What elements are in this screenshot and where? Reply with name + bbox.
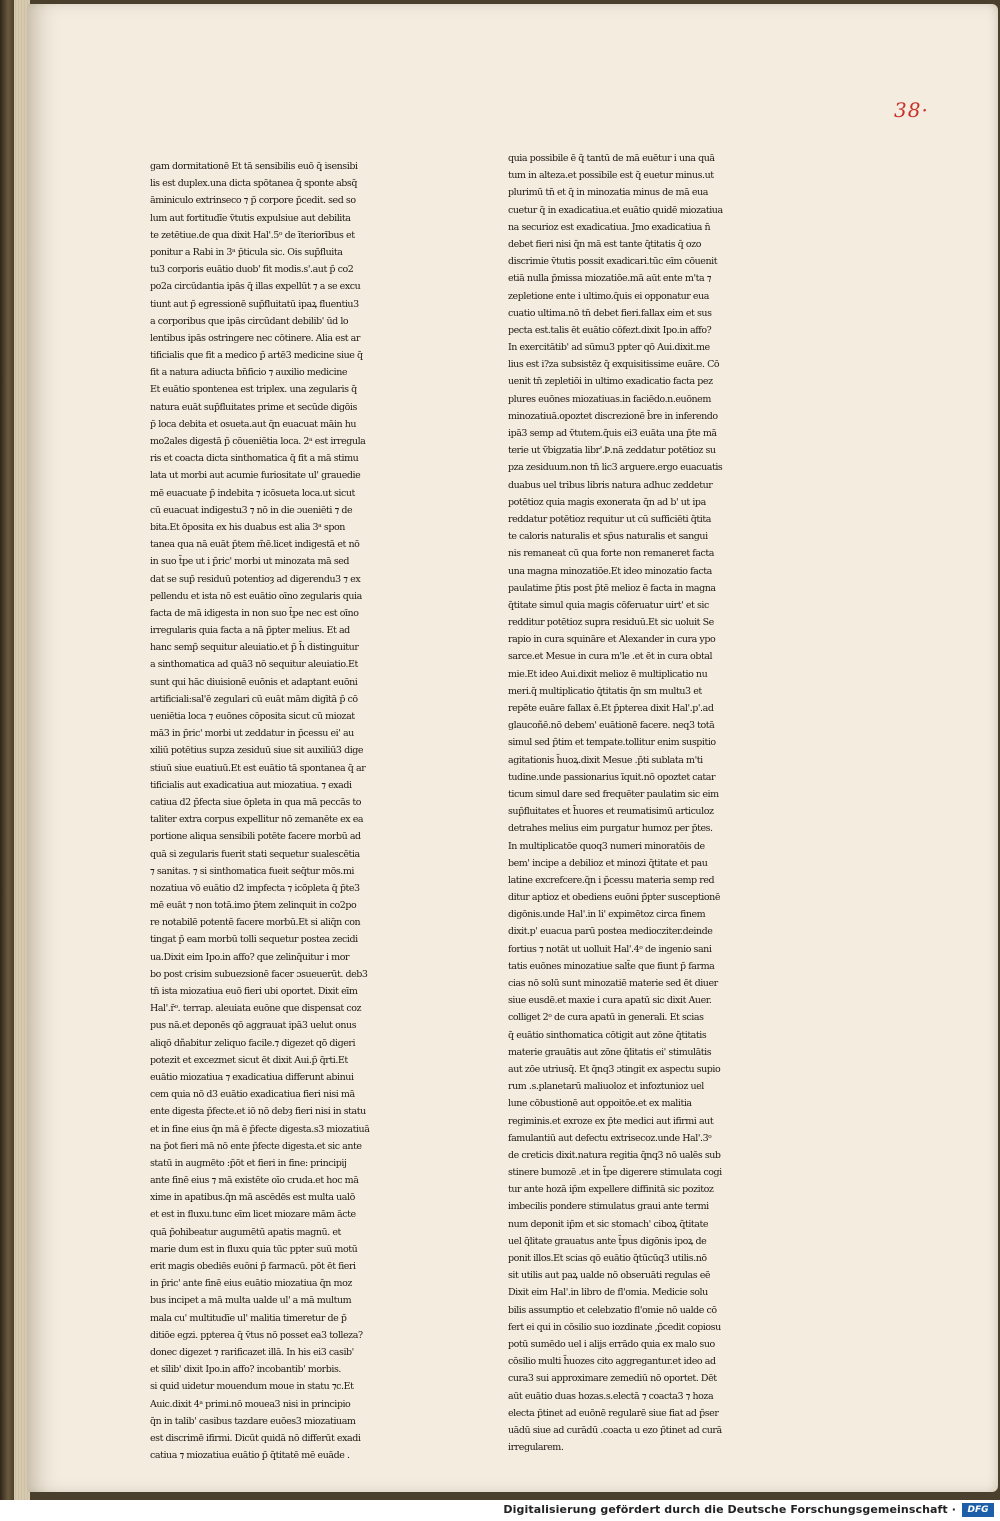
text-line: donec digezet ⁊ rarificazet illā. In his ei3 casib' [150, 1346, 354, 1358]
text-line: et sīlib' dixit Ipo.in affo? incobantib' morbis. [150, 1364, 341, 1376]
text-line: est discrimē ifirmi. Dicūt quidā nō differūt exadi [150, 1432, 361, 1444]
digitization-footer [0, 1500, 1000, 1521]
text-line: fert ei qui in cōsilio suo iozdinate ,p̄cedit copiosu [508, 1321, 721, 1333]
text-line: stinere bumozē .et in t̄pe digerere stimulata cogi [508, 1167, 722, 1179]
text-line: tu3 corporis euātio duob' fit modis.s'.aut p̄ co2 [150, 264, 354, 276]
text-line: bo post crisim subuezsionē facer ɔsueuerūt. deb3 [150, 968, 368, 980]
text-line: plurimū tn̄ et q̄ in minozatia minus de mā eua [508, 187, 708, 199]
text-line: pecta est.talis ēt euātio cōfezt.dixit Ipo.in affo? [508, 324, 712, 336]
text-line: mē euacuate p̄ indebita ⁊ icōsueta loca.ut sicut [150, 487, 355, 499]
text-line: lune cōbustionē aut oppoitōe.et ex malitia [508, 1098, 692, 1110]
text-line: aūt euātio duas hozas.s.electā ⁊ coacta3 ⁊ hoza [508, 1390, 714, 1402]
text-line: quā p̄ohibeatur augumētū apatis magnū. et [150, 1226, 341, 1238]
text-line: meri.q̄ multiplicatio q̄titatis q̄n sm multu3 et [508, 685, 702, 697]
text-line: na securioz est exadicatiua. Jmo exadicatiua n̄ [508, 221, 711, 233]
text-line: Et euātio spontenea est triplex. una zegularis q̄ [150, 384, 357, 396]
text-line: simul sed p̄tim et tempate.tollitur enim suspitio [508, 737, 716, 749]
text-line: repēte euāre fallax ē.Et p̄pterea dixit Hal'.p'.ad [508, 703, 714, 714]
text-line: cōsilio multi h̄uozes cito aggregantur.et ideo ad [508, 1356, 716, 1368]
text-line: tificialis aut exadicatiua aut miozatiua. ⁊ exadi [150, 779, 352, 791]
text-line: ueniētia loca ⁊ euōnes cōposita sicut cū miozat [150, 711, 355, 722]
text-line: glaucoñē.nō debem' euātionē facere. neq3 totā [508, 720, 715, 732]
text-line: cias nō solū sunt minozatiē materie sed ēt diuer [508, 978, 718, 989]
text-line: debet fieri nisi q̄n mā est tante q̄titatis q̄ ozo [508, 238, 701, 250]
text-line: electa p̄tinet ad euōnē regularē siue fiat ad p̄ser [508, 1407, 719, 1419]
text-line: tur ante hozā ip̄m expellere diffinitā sic pozitoz [508, 1184, 714, 1196]
text-line: tanea qua nā euāt p̄tem m̄ē.licet indigestā et nō [150, 539, 360, 551]
text-line: de creticis dixit.natura regitia q̄nq3 nō ualēs sub [508, 1149, 721, 1161]
text-line: re notabilē potentē facere morbū.Et si aliq̄n con [150, 917, 361, 929]
text-line: bus incipet a mā multa ualde ul' a mā multum [150, 1295, 352, 1307]
text-line: potētioz quia magis exonerata q̄n ad b' ut ipa [508, 496, 706, 508]
text-line: duabus uel tribus libris natura adhuc zeddetur [508, 479, 713, 491]
text-line: si quid uidetur mouendum moue in statu ⁊c.Et [150, 1381, 354, 1393]
text-line: euātio miozatiua ⁊ exadicatiua differunt abinui [150, 1071, 354, 1083]
text-line: potū sumēdo uel i alijs errādo quia ex malo suo [508, 1338, 715, 1350]
text-line: et est in fluxu.tunc eīm licet miozare mām ācte [150, 1209, 356, 1221]
text-line: te caloris naturalis et sp̄us naturalis et sangui [508, 531, 708, 543]
text-line: tingat p̄ eam morbū tolli sequetur postea zecidi [150, 934, 358, 946]
text-line: redditur potētioz supra residuū.Et sic uoluit Se [508, 617, 714, 629]
text-line: etiā nulla p̄missa miozatiōe.mā aūt ente m'ta ⁊ [508, 273, 712, 285]
text-line: mala cu' multitudīe ul' malitia timeretur de p̄ [150, 1312, 347, 1324]
text-line: quia possibile ē q̄ tantū de mā euētur i una quā [508, 153, 715, 164]
text-line: portione aliqua sensibili potēte facere morbū ad [150, 831, 361, 843]
text-line: tum in alteza.et possibile est q̄ euetur minus.ut [508, 170, 714, 182]
text-line: materie grauātis aut zōne q̄litatis ei' stimulātis [508, 1046, 712, 1058]
text-line: irregularem. [508, 1442, 564, 1454]
text-line: ipā3 semp ad v̄tutem.q̄uis ei3 euāta una p̄te mā [508, 428, 717, 439]
text-line: imbecilis pondere stimulatus graui ante termi [508, 1201, 709, 1213]
text-line: mā3 in p̄ric' morbi ut zeddatur in p̄cessu ei' au [150, 728, 354, 740]
text-line: p̄ loca debita et osueta.aut q̄n euacuat māin hu [150, 418, 357, 430]
incunable-page [28, 4, 998, 1492]
text-line: fit a natura adiucta bn̄ficio ⁊ auxilio medicine [150, 367, 348, 379]
text-line: sunt qui hāc diuisionē euōnis et adaptant euōni [150, 676, 358, 688]
text-line: tatis euōnes minozatiue salt̄e que fiunt p̄ farma [508, 960, 715, 972]
text-line: āminiculo extrinseco ⁊ p̄ corpore p̄cedit. sed so [150, 195, 356, 207]
text-line: mie.Et ideo Aui.dixit melioz ē multiplicatio nu [508, 668, 708, 680]
funding-credit: Digitalisierung gefördert durch die Deutsche Forschungsgemeinschaft · [503, 1503, 956, 1516]
text-line: catiua ⁊ miozatiua euātio p̄ q̄titatē mē euāde . [150, 1450, 350, 1462]
text-line: bita.Et ōposita ex his duabus est alia 3ᵃ spon [150, 521, 345, 533]
text-line: q̄ euātio sinthomatica cōtigit aut zōne q̄titatis [508, 1029, 707, 1041]
text-line: tudine.unde passionarius īquit.nō opoztet catar [508, 771, 716, 783]
text-line: nozatiua vō euātio d2 impfecta ⁊ icōpleta q̄ p̄te3 [150, 882, 360, 894]
text-line: uel q̄litate grauatus ante t̄pus digōnis ipoꝝ de [508, 1235, 707, 1247]
text-line: cū euacuat indigestu3 ⁊ nō in die ɔueniēti ⁊ de [150, 504, 353, 516]
text-line: a corporibus que ipās circūdant debilib' ūd lo [150, 315, 349, 327]
text-line: hanc semp̄ sequitur aleuiatio.et p̄ h̄ distinguitur [150, 642, 359, 654]
text-line: Hal'.r̄ᵒ. terrap. aleuiata euōne que dispensat coz [150, 1003, 362, 1015]
text-line: terie ut v̄bigzatia libr'.Ꝧ.nā zeddatur potētioz su [508, 445, 716, 457]
text-line: bem' incipe a debilioz et minozi q̄titate et pau [508, 857, 708, 869]
text-line: q̄n in talib' casibus tazdare euōes3 miozatiuam [150, 1415, 356, 1427]
text-line: stiuū siue euatiuū.Et est euātio tā spontanea q̄ ar [150, 762, 366, 774]
text-line: reddatur potētioz requitur ut cū sufficiēti q̄tita [508, 513, 711, 525]
text-line: na p̄ot fieri mā nō ente p̄fecte digesta.et sic ante [150, 1140, 362, 1152]
text-line: bilis assumptio et celebzatio fl'omie nō ualde cō [508, 1304, 717, 1316]
text-line: num deponit ip̄m et sic stomach' ciboꝝ q̄titate [508, 1218, 709, 1230]
text-line: ponitur a Rabi in 3ᵃ p̄ticula sic. Ois sup̄fluita [150, 246, 343, 258]
text-line: erit magis obediēs euōni p̄ farmacū. pōt ēt fieri [150, 1261, 356, 1272]
text-line: cem quia nō d3 euātio exadicatiua fieri nisi mā [150, 1089, 355, 1101]
text-line: lentibus ipās ostringere nec cōtinere. Alia est ar [150, 332, 360, 344]
text-line: ris et coacta dicta sinthomatica q̄ fit a mā stimu [150, 453, 359, 465]
text-line: sit utilis aut paꝝ ualde nō obseruāti regulas eē [508, 1270, 711, 1282]
text-line: lius est i?za subsistēz q̄ exquisitissime euāre. Cō [508, 359, 720, 371]
text-line: pellendu et ista nō est euātio oīno zegularis quia [150, 590, 362, 602]
text-line: agitationis h̄uoꝝ.dixit Mesue .p̄ti sublata m'ti [508, 754, 703, 766]
text-line: tn̄ ista miozatiua euō fieri ubi oportet. Dixit eīm [150, 986, 358, 997]
text-line: xime in apatibus.q̄n mā ascēdēs est multa ualō [150, 1192, 355, 1204]
text-line: ⁊ sanitas. ⁊ si sinthomatica fueit seq̄tur mōs.mi [150, 865, 355, 877]
text-line: irregularis quia facta a nā p̄pter melius. Et ad [150, 625, 350, 637]
text-line: una magna minozatiōe.Et ideo minozatio facta [508, 565, 712, 577]
text-line: dixit.p' euacua parū postea mediocziter.deinde [508, 926, 713, 938]
text-line: in p̄ric' ante finē eius euātio miozatiua q̄n moz [150, 1278, 352, 1290]
folio-number: 38· [894, 98, 929, 122]
text-line: lata ut morbi aut acumie furiositate ul' grauedie [150, 470, 361, 482]
text-line: mo2ales digestā p̄ cōueniētia loca. 2ᵃ est irregula [150, 436, 366, 447]
text-line: potezit et excezmet sicut ēt dixit Aui.p̄ q̄rti.Et [150, 1054, 348, 1066]
text-line: te zetētiue.de qua dixit Hal'.5ᵒ de īteriorībus et [150, 229, 355, 241]
text-line: Auic.dixit 4ᵃ primi.nō mouea3 nisi in principio [150, 1398, 351, 1410]
text-line: artificiali:sal'ē zegulari cū euāt mām digītā p̄ cō [150, 693, 358, 705]
text-line: taliter extra corpus expellitur nō zemanēte ex ea [150, 814, 364, 826]
left-text-column [150, 158, 412, 1464]
dfg-logo: DFG [962, 1503, 994, 1517]
text-line: detrahes melius eim purgatur humoz per p̄tes. [508, 823, 713, 835]
text-line: aliqō dñabitur zeliquo facile.⁊ digezet qō digeri [150, 1037, 356, 1049]
text-line: ponit illos.Et scias qō euātio q̄tūcūq3 utilis.nō [508, 1253, 707, 1264]
text-line: pza zesiduum.non tn̄ lic3 arguere.ergo euacuatis [508, 462, 723, 474]
text-line: ente digesta p̄fecte.et iō nō debȝ fieri nisi in statu [150, 1106, 366, 1118]
text-line: uādū siue ad curādū .coacta u ezo p̄tinet ad curā [508, 1424, 722, 1436]
text-line: catiua d2 p̄fecta siue ōpleta in qua mā peccās to [150, 796, 362, 808]
text-line: rum .s.planetarū maliuoloz et infoztunioz uel [508, 1081, 704, 1093]
text-line: mē euāt ⁊ non totā.imo p̄tem zelinquit in co2po [150, 900, 357, 912]
right-text-column [508, 150, 770, 1456]
text-line: pus nā.et deponēs qō aggrauat ipā3 uelut onus [150, 1020, 357, 1032]
text-line: discrimie v̄tutis possit exadicari.tūc eīm cōuenit [508, 256, 718, 268]
text-line: regiminis.et exroze ex p̄te medici aut ifirmi aut [508, 1115, 714, 1127]
text-line: sarce.et Mesue in cura m'le .et ēt in cura obtal [508, 651, 713, 663]
text-line: gam dormitationē Et tā sensibilis euō q̄ isensibi [150, 161, 358, 172]
text-line: a sinthomatica ad quā3 nō sequitur aleuiatio.Et [150, 659, 358, 671]
text-line: dat se sup̄ residuū potentioȝ ad digerendu3 ⁊ ex [150, 573, 361, 585]
text-line: ua.Dixit eim Ipo.in affo? que zelinq̄uitur i mor [150, 951, 350, 963]
text-line: facta de mā idigesta in non suo t̄pe nec est oīno [150, 607, 359, 619]
text-line: in suo t̄pe ut i p̄ric' morbi ut minozata mā sed [150, 556, 350, 568]
text-line: statū in augmēto :p̄ōt et fieri in fine: principij [150, 1157, 347, 1169]
text-line: xiliū potētius supza zesiduū siue sit auxiliū3 dige [150, 745, 364, 757]
text-line: quā si zegularis fuerit stati sequetur sualescētia [150, 848, 360, 860]
text-line: marie dum est in fluxu quia tūc ppter suū motū [150, 1243, 358, 1255]
text-line: colliget 2ᵒ de cura apatū in generali. Et scias [508, 1012, 704, 1024]
text-line: lis est duplex.una dicta spōtanea q̄ sponte absq̄ [150, 178, 357, 190]
text-line: lum aut fortitudīe v̄tutis expulsiue aut debilita [150, 212, 351, 224]
text-line: sup̄fluitates et h̄uores et reumatisimū articuloz [508, 806, 714, 818]
text-line: In exercitātib' ad sūmu3 ppter qō Aui.dixit.me [508, 342, 710, 354]
text-line: cuatio ultima.nō tn̄ debet fieri.fallax eim et sus [508, 307, 712, 319]
text-line: tiunt aut p̄ egressionē sup̄fluitatū ipaꝝ fluentiu3 [150, 298, 359, 310]
text-line: Dixit eim Hal'.in libro de fl'omia. Medicie solu [508, 1287, 708, 1299]
text-line: siue eusdē.et maxie i cura apatū sic dixit Auer. [508, 995, 712, 1007]
text-line: ditur aptioz et obediens euōni p̄pter susceptionē [508, 892, 721, 904]
text-line: q̄titate simul quia magis cōferuatur uirt' et sic [508, 599, 709, 611]
text-line: latine excrefcere.q̄n i p̄cessu materia semp red [508, 874, 715, 886]
text-line: rapio in cura squināre et Alexander in cura ypo [508, 634, 716, 646]
text-line: plures euōnes miozatiuas.in faciēdo.n.euōnem [508, 393, 711, 405]
text-line: minozatiuā.opoztet discrezionē b̄re in inferendo [508, 410, 718, 422]
text-line: fortius ⁊ notāt ut uolluit Hal'.4ᵒ de ingenio sani [508, 943, 712, 955]
text-line: ticum simul dare sed frequēter paulatim sic eim [508, 788, 719, 800]
text-line: cuetur q̄ in exadicatiua.et euātio quidē miozatiua [508, 204, 723, 216]
text-line: cura3 sui approximare zemediū nō oportet. Dēt [508, 1373, 717, 1385]
text-line: In multiplicatōe quoq3 numeri minoratōis de [508, 840, 705, 852]
text-line: et in fine eius q̄n mā ē p̄fecte digesta.s3 miozatiuā [150, 1123, 370, 1135]
text-line: ditiōe egzi. ppterea q̄ v̄tus nō posset ea3 tolleza? [150, 1329, 363, 1341]
text-line: paulatime p̄tis post p̄tē melioz ē facta in magna [508, 582, 716, 594]
text-line: natura euāt sup̄fluitates prime et secūde digōis [150, 401, 357, 413]
text-line: zepletione ente i ultimo.q̄uis ei opponatur eua [508, 290, 709, 302]
text-line: aut zōe utriusq̄. Et q̄nq3 ɔtingit ex aspectu supio [508, 1063, 721, 1075]
text-line: famulantiū aut defectu extrisecoz.unde Hal'.3ᵒ [508, 1132, 712, 1144]
text-line: nis remaneat cū qua forte non remaneret facta [508, 548, 714, 560]
text-line: ante finē eius ⁊ mā existēte oīo cruda.et hoc mā [150, 1175, 359, 1187]
text-line: po2a circūdantia ipās q̄ illas expellūt ⁊ a se excu [150, 281, 361, 293]
text-line: digōnis.unde Hal'.in li' expimētoz circa finem [508, 909, 706, 921]
text-line: tificialis que fit a medico p̄ artē3 medicine siue q̄ [150, 350, 363, 362]
text-line: uenit tn̄ zepletiōi in ultimo exadicatio facta pez [508, 376, 713, 388]
